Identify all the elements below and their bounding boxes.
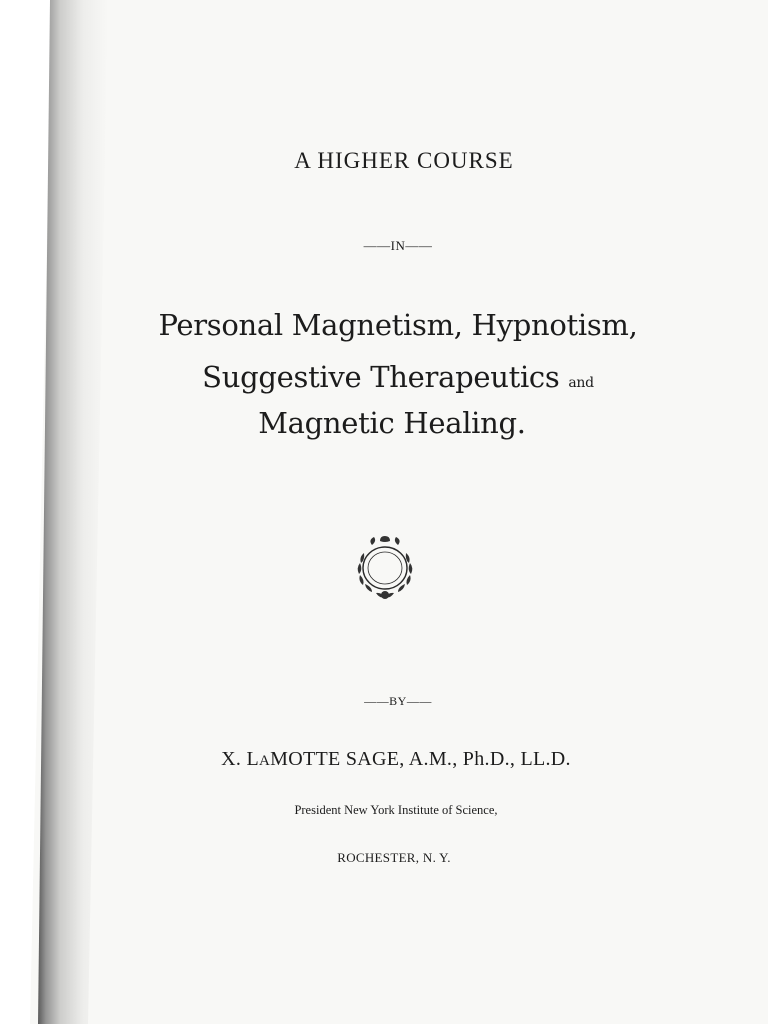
author-rest: MOTTE SAGE, A.M., Ph.D., LL.D.	[270, 748, 571, 770]
wreath-ornament-icon	[348, 533, 422, 605]
rule-left: ——	[364, 694, 390, 708]
title-and: and	[568, 375, 594, 391]
author-position: President New York Institute of Science,	[294, 803, 498, 817]
rule-right: ——	[405, 238, 433, 253]
title-line-2-text: Suggestive Therapeutics	[202, 360, 560, 394]
title-line-3: Magnetic Healing.	[258, 406, 526, 440]
rule-left: ——	[363, 238, 391, 253]
rule-right: ——	[406, 694, 432, 708]
author-initial: X. L	[221, 748, 260, 770]
course-heading: A HIGHER COURSE	[294, 148, 514, 173]
in-label: IN	[390, 238, 406, 253]
title-line-2	[14, 360, 768, 394]
by-label: BY	[389, 694, 407, 708]
in-separator	[14, 238, 768, 254]
author-line	[12, 748, 768, 771]
by-separator	[14, 694, 768, 709]
title-line-1: Personal Magnetism, Hypnotism,	[158, 308, 638, 342]
author-small-a: A	[259, 753, 271, 769]
location: ROCHESTER, N. Y.	[337, 850, 451, 865]
